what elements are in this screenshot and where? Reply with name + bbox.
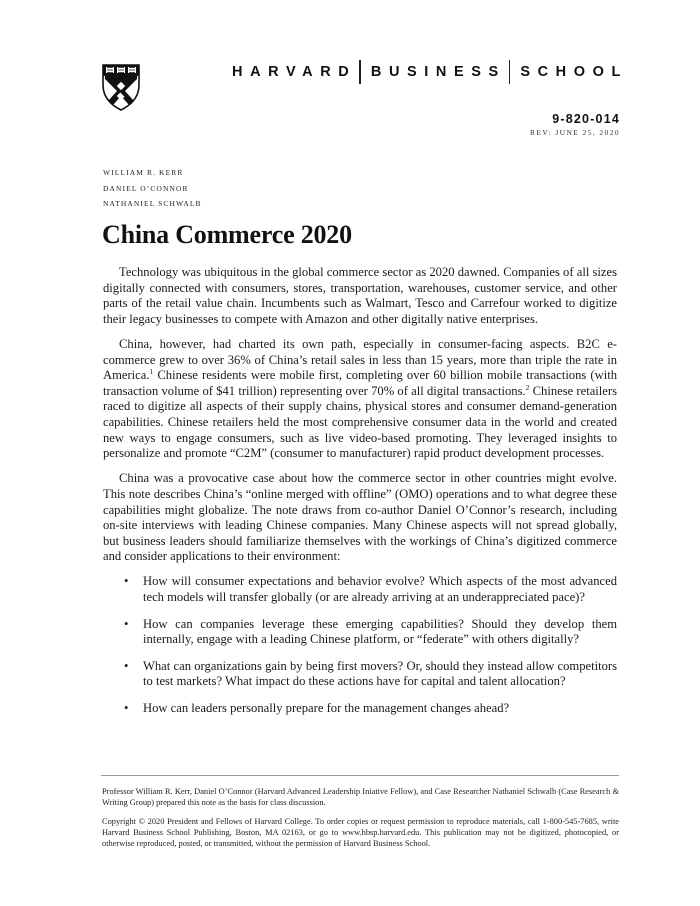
wordmark-divider (509, 60, 511, 84)
list-item-text: What can organizations gain by being first movers? Or, should they instead allow competitors to test markets? What impact do these actions have for capital and talent allocation? (143, 658, 617, 689)
wordmark-divider (359, 60, 361, 84)
footer-divider (101, 775, 619, 776)
document-title: China Commerce 2020 (102, 220, 352, 249)
author-note: Professor William R. Kerr, Daniel O’Connor (Harvard Advanced Leadership Iniative Fellow), and Case Researcher Nathaniel Schwalb (Case Research & Writing Group) prepared this note as the basis for class discussion. (102, 787, 619, 807)
paragraph: Technology was ubiquitous in the global commerce sector as 2020 dawned. Companies of all sizes digitally connected with consumers, stores, transportation, warehouses, customer service, and other parts of the retail value chain. Incumbents such as Walmart, Tesco and Carrefour worked to digitize their legacy businesses to compete with Amazon and other digitally native enterprises. (103, 265, 617, 326)
wordmark-business: BUSINESS (370, 64, 506, 80)
case-number: 9-820-014 (552, 112, 620, 126)
document-body (103, 265, 617, 728)
paragraph: China was a provocative case about how the commerce sector in other countries might evolve. This note describes China’s “online merged with offline” (OMO) operations and to what degree these capabilities might globalize. The note draws from co-author Daniel O’Connor’s research, including on-site interviews with leading Chinese companies. Many Chinese aspects will not spread globally, but business leaders should familiarize themselves with the workings of China’s digitized commerce and consider applications to their environment: (103, 471, 617, 564)
wordmark-harvard: HARVARD (232, 64, 357, 80)
bullet-icon: • (124, 658, 129, 673)
hbs-wordmark (232, 61, 628, 83)
bullet-icon: • (124, 616, 129, 631)
bullet-icon: • (124, 574, 129, 589)
list-item-text: How can leaders personally prepare for the management changes ahead? (143, 701, 510, 716)
list-item-text: How will consumer expectations and behavior evolve? Which aspects of the most advanced tech models will transfer globally (or are already arriving at an underappreciated pace)? (143, 574, 617, 605)
list-item (103, 701, 617, 717)
wordmark-school: SCHOOL (520, 64, 628, 80)
revision-date: REV: JUNE 25, 2020 (529, 128, 620, 137)
copyright-notice: Copyright © 2020 President and Fellows of Harvard College. To order copies or request permission to reproduce materials, call 1-800-545-7685, write Harvard Business School Publishing, Boston, MA 02163, or go to www.hbsp.harvard.edu. This publication may not be digitized, photocopied, or otherwise reproduced, posted, or transmitted, without the permission of Harvard Business School. (102, 817, 619, 848)
author-name: NATHANIEL SCHWALB (103, 199, 202, 208)
footnote-ref: 1 (149, 367, 154, 377)
paragraph-text: Chinese retailers raced to digitize all aspects of their supply chains, physical stores and consumer demand-generation capabilities. Chinese retailers held the most comprehensive consumer data in the world and created new ways to engage consumers, such as live video-based promoting. They leveraged insights to personalize and promote “C2M” (consumer to manufacturer) rapid product development processes. (103, 383, 617, 461)
question-list (103, 574, 617, 716)
list-item (103, 617, 617, 648)
author-name: WILLIAM R. KERR (103, 168, 184, 177)
author-name: DANIEL O’CONNOR (103, 183, 189, 193)
paragraph-text: Chinese residents were mobile first, completing over 60 billion mobile transactions (with transaction volume of $41 trillion) representing over 70% of all digital transactions. (103, 368, 617, 398)
footnote-ref: 2 (525, 382, 530, 392)
author-list (103, 168, 202, 215)
list-item-text: How can companies leverage these emerging capabilities? Should they develop them internally, engage with a leading Chinese platform, or “federate” with others digitally? (143, 616, 617, 647)
paragraph (103, 337, 617, 462)
harvard-veritas-shield-icon (101, 63, 141, 111)
list-item (103, 659, 617, 690)
list-item (103, 574, 617, 605)
paragraph-text: China, however, had charted its own path, especially in consumer-facing aspects. B2C e-commerce grew to over 36% of China’s retail sales in less than 15 years, more than triple the rate in America. (103, 336, 617, 383)
bullet-icon: • (124, 701, 129, 716)
